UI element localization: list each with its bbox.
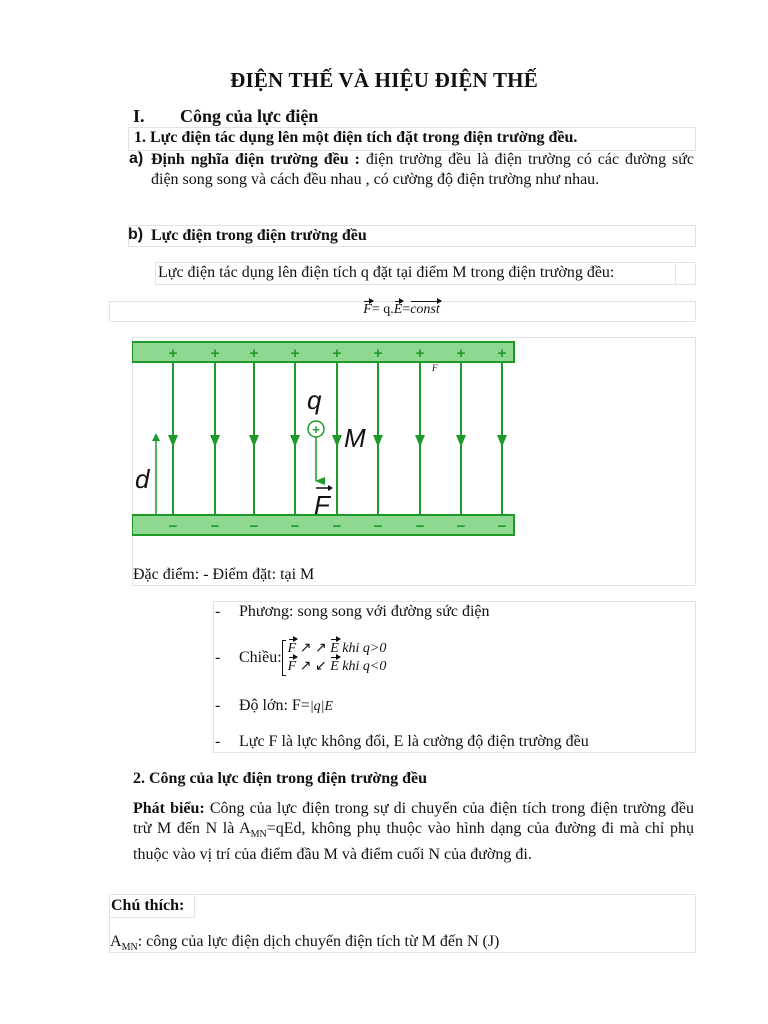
formula-eq2: = [402, 302, 411, 317]
plus-sign: + [290, 345, 300, 362]
bullet-dash: - [215, 649, 221, 666]
bullet-sense [215, 640, 386, 676]
formula [0, 302, 768, 318]
magnitude-e: E [324, 699, 334, 714]
field-vector: E [393, 302, 403, 317]
minus-sign: − [415, 518, 425, 535]
minus-sign: − [210, 518, 220, 535]
features-label: Đặc điểm: - Điểm đặt: tại M [133, 566, 315, 583]
force-intro: Lực điện tác dụng lên điện tích q đặt tại điểm M trong điện trường đều: [158, 264, 615, 281]
section-number: I. [133, 106, 145, 126]
minus-sign: − [497, 518, 507, 535]
plus-sign: + [415, 345, 425, 362]
note-label: Chú thích: [111, 897, 185, 914]
subheading-2: 2. Công của lực điện trong điện trường đều [133, 770, 428, 787]
definition-term: Định nghĩa điện trường đều : [151, 151, 360, 168]
f-small-label: F [432, 363, 438, 373]
formula-eq: = q. [371, 302, 394, 317]
section-heading [133, 106, 318, 127]
note-desc: : công của lực điện dịch chuyển điện tích từ M đến N (J) [137, 933, 500, 950]
plus-sign: + [456, 345, 466, 362]
list-marker-a: a) [129, 150, 144, 167]
sense-label: Chiều: [239, 649, 282, 666]
note-a: A [110, 933, 122, 950]
bullet-direction [215, 603, 490, 621]
magnitude-label: Độ lớn: F= [239, 697, 310, 714]
magnitude-expr: |q| [309, 699, 325, 714]
sense-bracket [282, 640, 387, 676]
f-vector-head [328, 485, 333, 491]
formula-const: const [410, 302, 440, 317]
force-vector: F [363, 302, 372, 317]
sense-e: E [330, 659, 339, 674]
plus-sign: + [373, 345, 383, 362]
field-diagram [132, 337, 522, 552]
sense-cond: khi q>0 [338, 641, 387, 656]
bullet-dash: - [215, 603, 221, 620]
plus-sign: + [210, 345, 220, 362]
subheading-1: 1. Lực điện tác dụng lên một điện tích đặt trong điện trường đều. [134, 129, 578, 146]
statement-paragraph [133, 799, 694, 865]
statement-text-1: Công của lực điện trong sự di chuyển của điện tích trong điện trường đều trừ M đến N là A [133, 800, 695, 837]
note-text [110, 933, 499, 953]
minus-sign: − [456, 518, 466, 535]
plus-sign: + [168, 345, 178, 362]
bullets-box [213, 601, 696, 753]
minus-sign: − [290, 518, 300, 535]
bullet-constant-text: Lực F là lực không đổi, E là cường độ điện trường đều [239, 733, 589, 750]
note-sub: MN [121, 942, 138, 954]
d-arrow-head [152, 433, 160, 441]
definition-text: điện trường đều là điện trường có các đường sức điện song song và cách đều nhau , có cường độ điện trường như nhau. [151, 151, 695, 188]
statement-label: Phát biểu: [133, 800, 205, 817]
minus-sign: − [332, 518, 342, 535]
bullet-dash: - [215, 697, 221, 714]
intro-box-cell [675, 262, 696, 285]
m-label: M [344, 423, 366, 453]
bullet-magnitude [215, 697, 333, 715]
sense-arrows: ↗ ↗ [296, 641, 331, 656]
charge-sign: + [312, 422, 320, 437]
statement-sub: MN [250, 829, 267, 841]
q-label: q [307, 385, 322, 415]
f-label: F [314, 490, 330, 520]
plus-sign: + [332, 345, 342, 362]
plus-sign: + [497, 345, 507, 362]
sense-e: E [330, 641, 339, 656]
sense-arrows: ↗ ↙ [296, 659, 331, 674]
d-label: d [135, 464, 150, 494]
plus-sign: + [249, 345, 259, 362]
subheading-b: Lực điện trong điện trường đều [151, 227, 367, 244]
sense-f: F [287, 641, 297, 656]
sense-row-negative [288, 658, 387, 676]
bullet-constant [215, 733, 589, 751]
sense-f: F [287, 659, 297, 674]
sense-cond: khi q<0 [338, 659, 387, 674]
statement-text-2: =qEd, không phụ thuộc vào hình dạng của đường đi mà chỉ phụ thuộc vào vị trí của điểm đầu M và điểm cuối N của đường đi. [133, 820, 694, 864]
definition-paragraph [151, 150, 694, 190]
list-marker-b: b) [128, 226, 144, 243]
minus-sign: − [168, 518, 178, 535]
section-label: Công của lực điện [180, 106, 319, 126]
minus-sign: − [249, 518, 259, 535]
minus-sign: − [373, 518, 383, 535]
bullet-direction-text: Phương: song song với đường sức điện [239, 603, 490, 620]
page-title: ĐIỆN THẾ VÀ HIỆU ĐIỆN THẾ [230, 68, 538, 92]
bullet-dash: - [215, 733, 221, 750]
